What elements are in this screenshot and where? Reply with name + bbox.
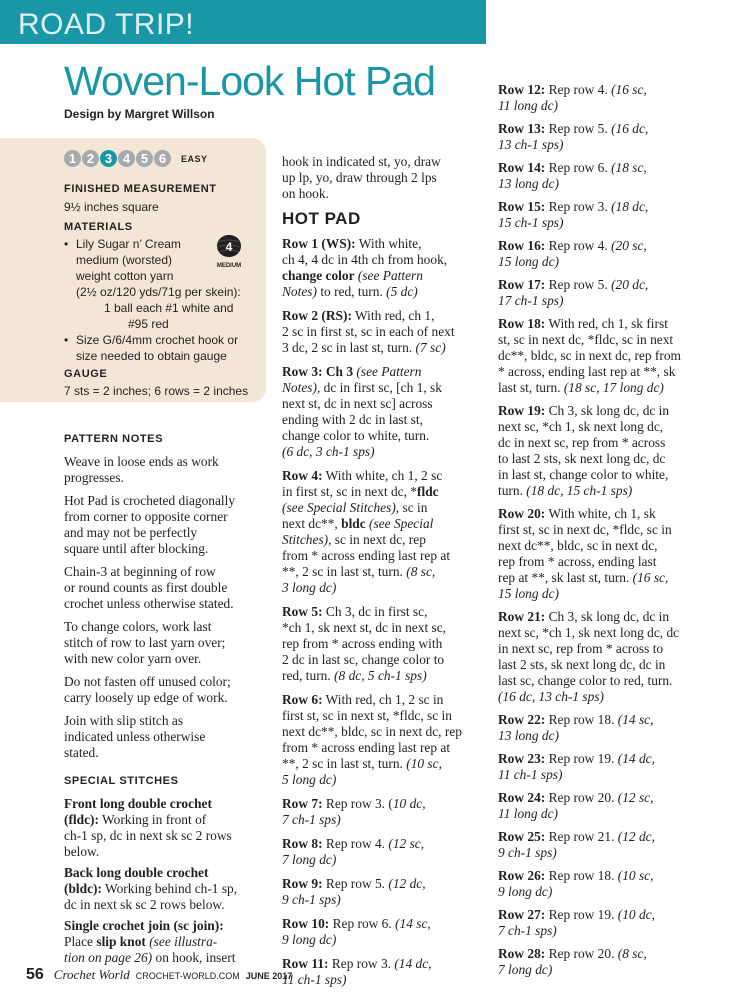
row-label: Row 23:	[498, 751, 546, 766]
row-text: 11 long dc)	[498, 98, 558, 113]
page-number: 56	[26, 966, 44, 983]
pattern-row	[498, 160, 712, 192]
row-label: Row 7:	[282, 796, 323, 811]
row-text: next dc**,	[282, 516, 342, 531]
row-text: (8 sc,	[617, 946, 647, 961]
pattern-row	[282, 796, 494, 828]
row-text: Rep row 18.	[545, 712, 618, 727]
row-text: ending with 2 dc in last st,	[282, 412, 423, 427]
row-text: Rep row 19.	[545, 751, 618, 766]
row-label: Row 26:	[498, 868, 546, 883]
row-label: Row 19:	[498, 403, 546, 418]
row-text: from * across ending last rep at	[282, 740, 451, 755]
pattern-row	[498, 946, 712, 978]
row-text: Rep row 3.	[545, 199, 612, 214]
row-text: (12 dc,	[617, 829, 655, 844]
pattern-note: Chain-3 at beginning of row or round counts as first double crochet unless otherwise stated.	[64, 564, 234, 611]
pattern-row	[498, 790, 712, 822]
row-label: Row 21:	[498, 609, 546, 624]
row-text: in last st, change color to white,	[498, 467, 669, 482]
row-text: 11 long dc)	[498, 806, 558, 821]
row-text: 11 ch-1 sps)	[282, 972, 347, 987]
pattern-row	[498, 712, 712, 744]
pattern-row	[498, 907, 712, 939]
skill-level-dot: 1	[64, 150, 81, 167]
row-text: 13 ch-1 sps)	[498, 137, 564, 152]
skill-level-indicator	[64, 150, 208, 167]
row-text: (16 dc,	[611, 121, 649, 136]
finished-measurement-text: 9½ inches square	[64, 200, 159, 214]
materials-item-yarn: • Lily Sugar n’ Cream medium (worsted) weight cotton yarn (2½ oz/120 yds/71g per skein): 1 ball each #1 white and #95 red	[64, 236, 244, 332]
row-text: (20 sc,	[611, 238, 647, 253]
row-text: (see Special	[365, 516, 434, 531]
row-text: Stitches)	[282, 532, 329, 547]
row-text: rep at **, sk last st, turn.	[498, 570, 633, 585]
row-text: With white, ch 1, 2 sc	[322, 468, 443, 483]
row-text: next sc, *ch 1, sk next long dc, dc	[498, 625, 680, 640]
row-text: 13 long dc)	[498, 176, 559, 191]
row-text: 13 long dc)	[498, 728, 559, 743]
pattern-row	[498, 199, 712, 231]
row-label: Row 10:	[282, 916, 330, 931]
row-text: 17 ch-1 sps)	[498, 293, 564, 308]
row-text: **, 2 sc in last st, turn.	[282, 564, 407, 579]
special-stitches-heading: SPECIAL STITCHES	[64, 775, 179, 787]
row-text: last 2 sts, sk next long dc, dc in	[498, 657, 666, 672]
row-text: 5 long dc)	[282, 772, 337, 787]
row-text: Ch 3, sk long dc, dc in	[545, 403, 670, 418]
section-banner	[0, 0, 486, 44]
row-text: (see Special Stitches)	[282, 500, 396, 515]
row-text: 7 ch-1 sps)	[498, 923, 557, 938]
row-label: Row 16:	[498, 238, 546, 253]
stitch-sc-join: Single crochet join (sc join): Place slip knot (see illustra- tion on page 26) on hook, insert	[64, 918, 236, 965]
pattern-row	[498, 238, 712, 270]
row-text: * across, ending last rep at **, sk	[498, 364, 676, 379]
pattern-notes	[64, 454, 272, 761]
row-text: dc**, bldc, sc in next dc, rep from	[498, 348, 681, 363]
row-text: Rep row 6.	[545, 160, 612, 175]
row-text: (12 sc,	[388, 836, 425, 851]
row-text: *ch 1, sk next st, dc in next sc,	[282, 620, 447, 635]
pattern-notes-heading: PATTERN NOTES	[64, 433, 164, 445]
row-label: Row 17:	[498, 277, 546, 292]
pattern-note: To change colors, work last stitch of row to last yarn over; with new color yarn over.	[64, 619, 226, 666]
row-text: Rep row 4.	[322, 836, 389, 851]
row-text: last sc, change color to red, turn.	[498, 673, 673, 688]
row-text: Notes)	[282, 380, 317, 395]
column-right	[498, 82, 712, 985]
row-text: (10 dc,	[617, 907, 655, 922]
row-label: Row 12:	[498, 82, 546, 97]
row-text: (12 sc,	[617, 790, 654, 805]
pattern-row	[282, 916, 494, 948]
row-text: bldc	[341, 516, 366, 531]
row-text: (see Pattern	[353, 364, 422, 379]
row-text: next dc**, bldc, sc in next dc, rep	[282, 724, 462, 739]
magazine-name: Crochet World	[53, 967, 130, 982]
row-text: With white, ch 1, sk	[545, 506, 656, 521]
row-text: Rep row 4.	[545, 82, 612, 97]
row-text: Rep row 3.	[328, 956, 395, 971]
row-text: (10 sc,	[617, 868, 654, 883]
row-text: change color to white, turn.	[282, 428, 430, 443]
row-text: 3 dc, 2 sc in last st, turn.	[282, 340, 416, 355]
rows-list-right	[498, 82, 712, 978]
yarn-weight-label: MEDIUM	[216, 263, 242, 269]
skill-level-dot: 4	[118, 150, 135, 167]
row-text: (5 dc)	[386, 284, 418, 299]
row-text: (8 dc, 5 ch-1 sps)	[334, 668, 427, 683]
row-label: Row 28:	[498, 946, 546, 961]
row-text: With red, ch 1, 2 sc in	[322, 692, 444, 707]
row-label: Row 11:	[282, 956, 329, 971]
skill-level-dot: 6	[154, 150, 171, 167]
row-text: (14 sc,	[617, 712, 654, 727]
row-text: last st, turn.	[498, 380, 564, 395]
row-text: (16 sc,	[611, 82, 647, 97]
issue-date: JUNE 2017	[245, 971, 293, 981]
pattern-row	[282, 604, 494, 684]
row-text: Rep row 19.	[545, 907, 618, 922]
row-text: 2 dc in last sc, change color to	[282, 652, 445, 667]
row-text: 9 ch-1 sps)	[498, 845, 557, 860]
row-text: Rep row 5.	[322, 876, 389, 891]
row-text: in next sc, rep from * across to	[498, 641, 664, 656]
row-label: Row 14:	[498, 160, 546, 175]
row-text: to red, turn.	[316, 284, 387, 299]
pattern-row	[282, 308, 494, 356]
row-text: (14 dc,	[617, 751, 655, 766]
pattern-row	[498, 121, 712, 153]
row-text: from * across ending last rep at	[282, 548, 451, 563]
row-text: 15 long dc)	[498, 586, 559, 601]
row-text: With white,	[355, 236, 422, 251]
pattern-row	[282, 468, 494, 596]
row-text: ch 4, 4 dc in 4th ch from hook,	[282, 252, 448, 267]
hot-pad-heading: HOT PAD	[282, 209, 361, 228]
row-label: Row 3: Ch 3	[282, 364, 354, 379]
row-label: Row 9:	[282, 876, 323, 891]
row-text: (20 dc,	[611, 277, 649, 292]
row-label: Row 20:	[498, 506, 546, 521]
pattern-row	[282, 236, 494, 300]
row-text: Rep row 5.	[545, 277, 612, 292]
row-text: 7 ch-1 sps)	[282, 812, 341, 827]
row-text: st, sc in next dc, *fldc, sc in next	[498, 332, 674, 347]
row-text: (18 sc, 17 long dc)	[563, 380, 664, 395]
row-text: rep from * across, ending last	[498, 554, 657, 569]
row-text: to last 2 sts, sk next long dc, dc	[498, 451, 666, 466]
row-text: , sc in next dc, rep	[328, 532, 426, 547]
row-text: (18 dc, 15 ch-1 sps)	[526, 483, 633, 498]
row-text: Rep row 20.	[545, 790, 618, 805]
pattern-row	[498, 506, 712, 602]
row-text: With red, ch 1,	[351, 308, 435, 323]
row-text: 15 long dc)	[498, 254, 559, 269]
row-text: Rep row 5.	[545, 121, 612, 136]
row-text: (12 dc,	[388, 876, 426, 891]
row-text: , dc in first sc, [ch 1, sk	[316, 380, 442, 395]
skill-level-dot: 2	[82, 150, 99, 167]
row-text: 9 long dc)	[282, 932, 337, 947]
row-text: rep from * across ending with	[282, 636, 443, 651]
row-text: Rep row 18.	[545, 868, 618, 883]
yarn-weight-number: 4	[225, 240, 233, 254]
pattern-row	[498, 277, 712, 309]
sc-join-continuation: hook in indicated st, yo, draw up lp, yo, draw through 2 lps on hook.	[282, 154, 441, 201]
row-text: (8 sc,	[406, 564, 436, 579]
row-text: 15 ch-1 sps)	[498, 215, 564, 230]
pattern-row	[498, 868, 712, 900]
row-label: Row 22:	[498, 712, 546, 727]
pattern-row	[498, 609, 712, 705]
row-label: Row 8:	[282, 836, 323, 851]
row-text: (see Pattern	[354, 268, 423, 283]
special-stitches	[64, 796, 272, 966]
pattern-row	[282, 876, 494, 908]
row-text: next sc, *ch 1, sk next long dc,	[498, 419, 664, 434]
row-text: (16 dc, 13 ch-1 sps)	[498, 689, 604, 704]
row-label: Row 27:	[498, 907, 546, 922]
materials-heading: MATERIALS	[64, 221, 133, 233]
row-text: in first st, sc in next dc, *	[282, 484, 418, 499]
column-left	[64, 431, 272, 971]
pattern-row	[498, 751, 712, 783]
row-text: change color	[282, 268, 355, 283]
column-middle	[282, 154, 494, 996]
row-text: Rep row 3. (	[322, 796, 393, 811]
row-text: (14 sc,	[395, 916, 431, 931]
row-text: turn.	[498, 483, 527, 498]
row-text: 9 long dc)	[498, 884, 553, 899]
row-label: Row 15:	[498, 199, 546, 214]
row-text: 11 ch-1 sps)	[498, 767, 563, 782]
row-text: 3 long dc)	[282, 580, 337, 595]
row-text: (10 sc,	[406, 756, 442, 771]
row-text: first st, sc in next st, *fldc, sc in	[282, 708, 452, 723]
row-text: first st, sc in next dc, *fldc, sc in	[498, 522, 672, 537]
row-text: Notes)	[282, 284, 317, 299]
pattern-note: Weave in loose ends as work progresses.	[64, 454, 219, 485]
pattern-row	[282, 364, 494, 460]
row-text: (16 sc,	[632, 570, 669, 585]
banner-text: ROAD TRIP!	[18, 8, 195, 41]
row-label: Row 1 (WS):	[282, 236, 356, 251]
pattern-row	[498, 403, 712, 499]
row-text: (7 sc)	[415, 340, 446, 355]
row-text: Ch 3, sk long dc, dc in	[545, 609, 670, 624]
pattern-note: Do not fasten off unused color; carry loosely up edge of work.	[64, 674, 231, 705]
row-text: 10 dc,	[392, 796, 426, 811]
row-text: red, turn.	[282, 668, 335, 683]
gauge-text: 7 sts = 2 inches; 6 rows = 2 inches	[64, 384, 249, 398]
row-text: , sc in	[395, 500, 428, 515]
row-text: With red, ch 1, sk first	[545, 316, 668, 331]
row-label: Row 24:	[498, 790, 546, 805]
row-text: Rep row 6.	[329, 916, 396, 931]
pattern-row	[498, 829, 712, 861]
pattern-row	[282, 692, 494, 788]
row-text: 9 ch-1 sps)	[282, 892, 341, 907]
pattern-row	[498, 82, 712, 114]
row-text: Rep row 20.	[545, 946, 618, 961]
pattern-row	[498, 316, 712, 396]
row-text: Rep row 4.	[545, 238, 612, 253]
magazine-url: CROCHET-WORLD.COM	[135, 971, 240, 981]
page-footer	[26, 966, 292, 984]
row-text: fldc	[417, 484, 439, 499]
finished-measurement-heading: FINISHED MEASUREMENT	[64, 183, 217, 195]
rows-list-middle	[282, 236, 494, 988]
stitch-bldc: Back long double crochet (bldc): Working behind ch-1 sp, dc in next sk sc 2 rows below.	[64, 865, 238, 912]
row-label: Row 5:	[282, 604, 323, 619]
row-text: 7 long dc)	[282, 852, 337, 867]
row-text: (18 sc,	[611, 160, 647, 175]
row-text: **, 2 sc in last st, turn.	[282, 756, 407, 771]
row-text: (6 dc, 3 ch-1 sps)	[282, 444, 375, 459]
pattern-note: Hot Pad is crocheted diagonally from corner to opposite corner and may not be perfectly square until after blocking.	[64, 493, 236, 556]
stitch-fldc: Front long double crochet (fldc): Working in front of ch-1 sp, dc in next sk sc 2 rows below.	[64, 796, 232, 859]
skill-level-label: EASY	[181, 153, 208, 164]
row-label: Row 6:	[282, 692, 323, 707]
materials-item-hook: • Size G/6/4mm crochet hook or size needed to obtain gauge	[64, 332, 244, 364]
row-text: Ch 3, dc in first sc,	[322, 604, 428, 619]
pattern-note: Join with slip stitch as indicated unless otherwise stated.	[64, 713, 206, 760]
row-label: Row 4:	[282, 468, 323, 483]
pattern-row	[282, 956, 494, 988]
row-text: (18 dc,	[611, 199, 649, 214]
row-label: Row 25:	[498, 829, 546, 844]
row-text: 2 sc in first st, sc in each of next	[282, 324, 455, 339]
row-label: Row 2 (RS):	[282, 308, 352, 323]
row-text: 7 long dc)	[498, 962, 553, 977]
designer-byline: Design by Margret Willson	[64, 107, 215, 121]
row-text: (14 dc,	[394, 956, 432, 971]
row-text: next dc**, bldc, sc in next dc,	[498, 538, 658, 553]
pattern-row	[282, 836, 494, 868]
page-title: Woven-Look Hot Pad	[64, 58, 435, 104]
gauge-heading: GAUGE	[64, 368, 108, 380]
skill-level-dot: 5	[136, 150, 153, 167]
row-label: Row 13:	[498, 121, 546, 136]
skill-level-dot-active: 3	[100, 150, 117, 167]
row-text: next st, dc in next sc] across	[282, 396, 433, 411]
yarn-weight-icon	[214, 234, 244, 272]
row-text: dc in next sc, rep from * across	[498, 435, 666, 450]
row-label: Row 18:	[498, 316, 546, 331]
row-text: Rep row 21.	[545, 829, 618, 844]
